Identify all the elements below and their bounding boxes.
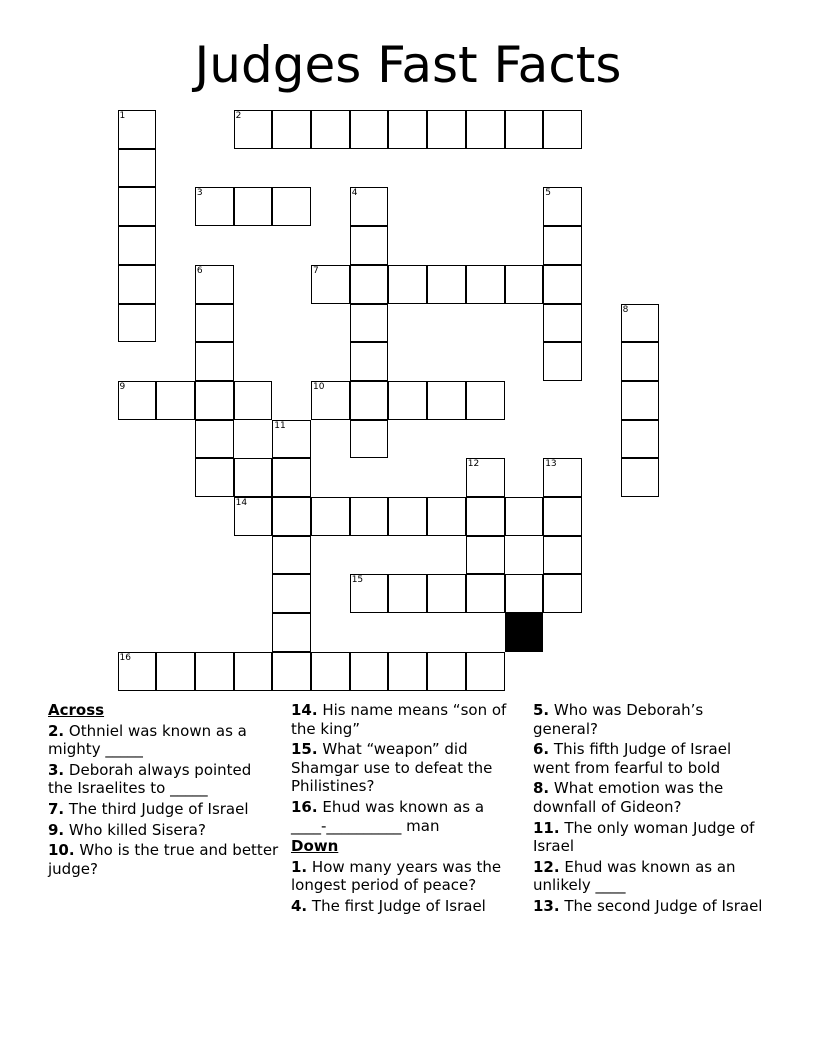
grid-cell[interactable] (118, 110, 157, 149)
grid-cell[interactable] (427, 381, 466, 420)
grid-cell[interactable] (427, 574, 466, 613)
clue-number: 16 (119, 652, 131, 663)
grid-cell[interactable] (234, 381, 273, 420)
grid-cell[interactable] (388, 574, 427, 613)
clue-number: 4 (351, 188, 358, 199)
grid-cell[interactable] (195, 187, 234, 226)
grid-cell[interactable] (621, 342, 660, 381)
clue-across-9: 9. Who killed Sisera? (48, 820, 206, 839)
black-square (505, 613, 544, 652)
grid-cell[interactable] (118, 187, 157, 226)
grid-cell[interactable] (543, 304, 582, 343)
grid-cell[interactable] (195, 652, 234, 691)
grid-cell[interactable] (311, 497, 350, 536)
grid-cell[interactable] (621, 381, 660, 420)
clue-number: 10 (313, 381, 325, 392)
grid-cell[interactable] (118, 652, 157, 691)
grid-cell[interactable] (350, 265, 389, 304)
grid-cell[interactable] (543, 187, 582, 226)
grid-cell[interactable] (505, 574, 544, 613)
grid-cell[interactable] (621, 458, 660, 497)
clue-number: 15 (351, 575, 364, 586)
grid-cell[interactable] (621, 304, 660, 343)
grid-cell[interactable] (272, 420, 311, 459)
across-heading: Across (48, 701, 105, 719)
clue-across-14: 14. His name means “son of the king” (291, 701, 507, 738)
grid-cell[interactable] (505, 497, 544, 536)
grid-cell[interactable] (466, 497, 505, 536)
grid-cell[interactable] (195, 381, 234, 420)
clue-across-7: 7. The third Judge of Israel (48, 799, 249, 818)
clue-number: 7 (313, 265, 319, 276)
grid-cell[interactable] (272, 574, 311, 613)
clue-down-13: 13. The second Judge of Israel (533, 896, 763, 915)
grid-cell[interactable] (118, 381, 157, 420)
grid-cell[interactable] (543, 226, 582, 265)
grid-cell[interactable] (350, 110, 389, 149)
grid-cell[interactable] (427, 497, 466, 536)
clue-number: 8 (622, 304, 629, 315)
grid-cell[interactable] (118, 226, 157, 265)
grid-cell[interactable] (543, 497, 582, 536)
grid-cell[interactable] (427, 265, 466, 304)
grid-cell[interactable] (466, 265, 505, 304)
grid-cell[interactable] (234, 652, 273, 691)
grid-cell[interactable] (388, 110, 427, 149)
grid-cell[interactable] (195, 304, 234, 343)
grid-cell[interactable] (388, 381, 427, 420)
clues-column-3 (533, 701, 765, 918)
grid-cell[interactable] (350, 381, 389, 420)
grid-cell[interactable] (543, 536, 582, 575)
clue-number: 5 (545, 188, 551, 199)
grid-cell[interactable] (234, 187, 273, 226)
clue-number: 6 (196, 265, 203, 276)
clue-number: 14 (235, 498, 248, 508)
grid-cell[interactable] (621, 420, 660, 459)
clue-number: 12 (467, 459, 480, 470)
grid-cell[interactable] (350, 187, 389, 226)
grid-cell[interactable] (272, 110, 311, 149)
grid-cell[interactable] (466, 536, 505, 575)
clue-across-10: 10. Who is the true and better judge? (48, 841, 279, 878)
down-heading: Down (291, 837, 339, 856)
grid-cell[interactable] (466, 110, 505, 149)
grid-cell[interactable] (388, 497, 427, 536)
grid-cell[interactable] (350, 226, 389, 265)
grid-cell[interactable] (195, 458, 234, 497)
clue-number: 9 (119, 381, 126, 392)
clue-number: 3 (196, 188, 203, 199)
clue-number: 13 (545, 459, 557, 470)
grid-cell[interactable] (156, 652, 195, 691)
grid-cell[interactable] (118, 304, 157, 343)
grid-cell[interactable] (234, 497, 273, 536)
grid-cell[interactable] (195, 342, 234, 381)
grid-cell[interactable] (543, 110, 582, 149)
clue-number: 1 (119, 111, 126, 121)
clues-column-1 (48, 701, 280, 880)
clue-number: 11 (274, 420, 286, 431)
clue-down-12: 12. Ehud was known as an unlikely ____ (533, 857, 736, 895)
clue-down-5: 5. Who was Deborah’s general? (533, 701, 704, 738)
grid-cell[interactable] (156, 381, 195, 420)
puzzle-title: Judges Fast Facts (194, 36, 622, 94)
clue-across-15: 15. What “weapon” did Shamgar use to defeat the Philistines? (291, 740, 493, 796)
clue-down-4: 4. The first Judge of Israel (291, 896, 486, 915)
clue-down-1: 1. How many years was the longest period of peace? (291, 857, 502, 895)
grid-cell[interactable] (118, 149, 157, 188)
grid-cell[interactable] (543, 458, 582, 497)
clue-down-6: 6. This fifth Judge of Israel went from fearful to bold (533, 740, 732, 777)
grid-cell[interactable] (466, 458, 505, 497)
grid-cell[interactable] (427, 110, 466, 149)
grid-cell[interactable] (543, 265, 582, 304)
clue-number: 2 (235, 111, 242, 121)
grid-cell[interactable] (311, 381, 350, 420)
grid-cell[interactable] (311, 652, 350, 691)
grid-cell[interactable] (350, 420, 389, 459)
grid-cell[interactable] (272, 458, 311, 497)
grid-cell[interactable] (466, 381, 505, 420)
grid-cell[interactable] (311, 110, 350, 149)
grid-cell[interactable] (234, 458, 273, 497)
clue-across-3: 3. Deborah always pointed the Israelites to _____ (48, 760, 252, 798)
grid-cell[interactable] (311, 265, 350, 304)
grid-cell[interactable] (272, 187, 311, 226)
grid-cell[interactable] (543, 574, 582, 613)
grid-cell[interactable] (350, 304, 389, 343)
grid-cell[interactable] (234, 110, 273, 149)
grid-cell[interactable] (272, 613, 311, 652)
grid-cell[interactable] (350, 574, 389, 613)
grid-cell[interactable] (195, 420, 234, 459)
grid-cell[interactable] (195, 265, 234, 304)
grid-cell[interactable] (388, 265, 427, 304)
grid-cell[interactable] (466, 652, 505, 691)
clue-down-8: 8. What emotion was the downfall of Gideon? (533, 779, 724, 816)
grid-cell[interactable] (350, 652, 389, 691)
clue-across-2: 2. Othniel was known as a mighty _____ (48, 721, 247, 759)
clue-down-11: 11. The only woman Judge of Israel (533, 818, 755, 856)
grid-cell[interactable] (543, 342, 582, 381)
grid-cell[interactable] (272, 497, 311, 536)
grid-cell[interactable] (118, 265, 157, 304)
grid-cell[interactable] (350, 497, 389, 536)
grid-cell[interactable] (427, 652, 466, 691)
clues-column-2 (291, 701, 523, 918)
grid-cell[interactable] (388, 652, 427, 691)
grid-cell[interactable] (350, 342, 389, 381)
grid-cell[interactable] (505, 265, 544, 304)
grid-cell[interactable] (272, 536, 311, 575)
clue-across-16: 16. Ehud was known as a ____-__________ man (291, 797, 485, 835)
grid-cell[interactable] (466, 574, 505, 613)
grid-cell[interactable] (272, 652, 311, 691)
grid-cell[interactable] (505, 110, 544, 149)
